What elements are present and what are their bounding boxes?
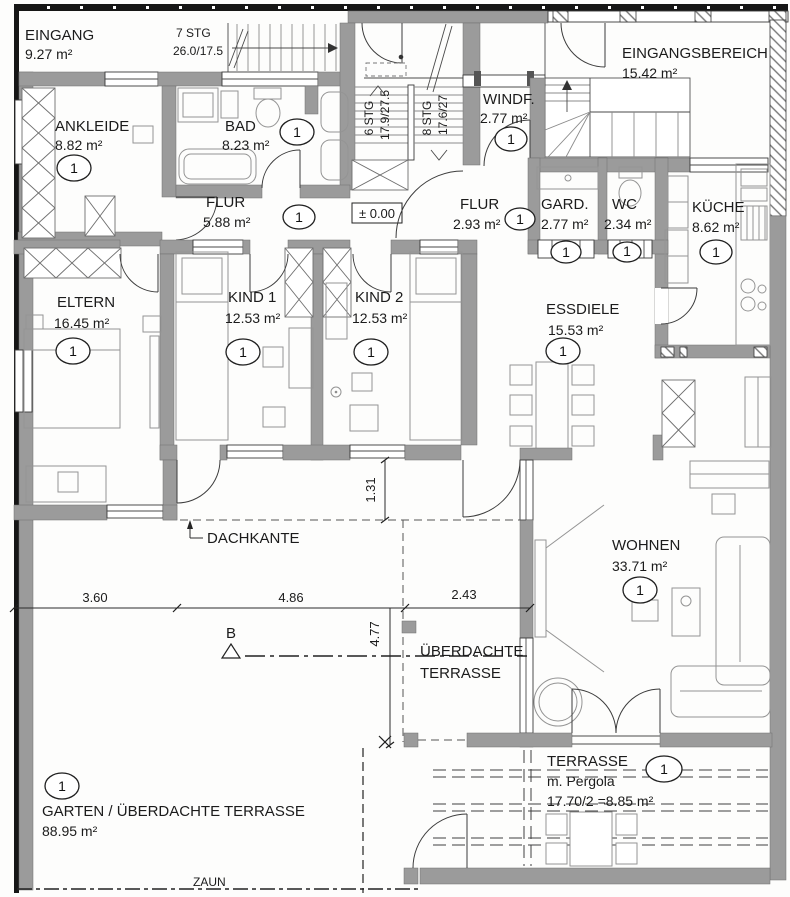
room-area-wc: 2.34 m² <box>604 216 652 232</box>
essdiele-furniture <box>510 362 594 450</box>
eltern-furniture <box>24 248 161 502</box>
chair <box>546 814 567 835</box>
toilet-icon <box>254 88 281 127</box>
desk <box>289 328 313 388</box>
room-area-eingangsbereich: 15.42 m² <box>622 65 678 81</box>
svg-text:1: 1 <box>367 344 375 360</box>
room-area-garten: 88.95 m² <box>42 823 98 839</box>
room-label-eltern: ELTERN <box>57 294 116 311</box>
svg-text:1: 1 <box>507 131 515 147</box>
roof-edge-label: DACHKANTE <box>207 530 300 547</box>
eltern-door <box>120 254 158 292</box>
chair <box>616 814 637 835</box>
desk <box>350 405 378 431</box>
radiator <box>150 336 159 428</box>
room-label-kueche: KÜCHE <box>692 199 745 216</box>
dim-3-60: 3.60 <box>82 590 108 605</box>
chair <box>510 395 532 415</box>
kind2-door <box>353 254 391 292</box>
chair <box>572 365 594 385</box>
north-wall <box>19 72 352 86</box>
hall-door <box>561 23 605 67</box>
dim-4-86: 4.86 <box>278 590 304 605</box>
winder-stair <box>545 23 690 157</box>
room-label-kind1: KIND 1 <box>228 289 277 306</box>
svg-text:1: 1 <box>623 243 631 259</box>
room-label-kind2: KIND 2 <box>355 289 404 306</box>
outdoor-table <box>570 812 612 866</box>
svg-text:1: 1 <box>58 778 66 794</box>
wohnen-walls <box>467 435 772 747</box>
fence-label: ZAUN <box>193 875 226 889</box>
room-label-windfang: WINDF. <box>483 91 535 108</box>
chair <box>510 365 532 385</box>
room-area-wohnen: 33.71 m² <box>612 558 668 574</box>
chair <box>616 843 637 864</box>
stair-label: 8 STG <box>420 100 434 136</box>
svg-text:1: 1 <box>239 344 247 360</box>
room-label-garderobe: GARD. <box>541 196 589 213</box>
unit-badge-windfang <box>495 127 527 151</box>
unit-badge-kind1 <box>226 339 260 365</box>
bed <box>410 252 462 440</box>
kind1-terrace-door <box>177 460 220 503</box>
svg-text:1: 1 <box>516 211 524 227</box>
unit-badge-terrasse <box>646 756 682 782</box>
room-label-garten: GARTEN / ÜBERDACHTE TERRASSE <box>42 803 305 820</box>
bad-door <box>262 150 300 188</box>
desk <box>26 466 106 502</box>
svg-text:1: 1 <box>70 160 78 176</box>
sofa <box>716 537 770 685</box>
svg-text:1: 1 <box>295 209 303 225</box>
stool <box>133 126 153 143</box>
room-area-kueche: 8.62 m² <box>692 219 740 235</box>
unit-badge-garderobe <box>551 241 581 263</box>
room-label-eingangsbereich: EINGANGSBEREICH <box>622 45 768 62</box>
room-area-bad: 8.23 m² <box>222 137 270 153</box>
wardrobe <box>285 248 313 317</box>
unit-badge-garten <box>45 773 79 799</box>
room-area-essdiele: 15.53 m² <box>548 322 604 338</box>
level-marker <box>352 203 402 223</box>
svg-text:1: 1 <box>562 244 570 260</box>
room-label-ankleide: ANKLEIDE <box>55 118 130 135</box>
svg-text:1: 1 <box>293 124 301 140</box>
dim-1-31: 1.31 <box>363 477 378 503</box>
dim-2-43: 2.43 <box>451 587 477 602</box>
pillow <box>182 258 222 294</box>
stair-label: 7 STG <box>176 26 211 40</box>
chair <box>58 472 78 492</box>
room-label-essdiele: ESSDIELE <box>546 301 620 318</box>
room-area-kind1: 12.53 m² <box>225 310 281 326</box>
room-label-ueberdachte-2: TERRASSE <box>420 665 501 682</box>
chair <box>352 373 372 391</box>
entrance-door <box>362 23 402 63</box>
unit-badge-ankleide <box>57 155 91 181</box>
room-area-flur: 5.88 m² <box>203 214 251 230</box>
chair <box>263 407 285 427</box>
terrasse-pergola-note: m. Pergola <box>547 773 615 789</box>
ankleide <box>15 86 176 246</box>
kind2-furniture <box>323 248 462 440</box>
svg-text:1: 1 <box>712 244 720 260</box>
room-area-ankleide: 8.82 m² <box>55 137 103 153</box>
side-table <box>712 494 735 514</box>
room-label-ueberdachte-1: ÜBERDACHTE <box>420 643 524 660</box>
room-label-wohnen: WOHNEN <box>612 537 681 554</box>
room-area-eltern: 16.45 m² <box>54 315 110 331</box>
dim-4-77: 4.77 <box>367 621 382 647</box>
room-area-kind2: 12.53 m² <box>352 310 408 326</box>
room-area-windfang: 2.77 m² <box>480 110 528 126</box>
room-label-flur2: FLUR <box>460 196 500 213</box>
unit-badge-wohnen <box>623 577 657 603</box>
doormat <box>366 63 406 76</box>
roof-post <box>402 621 416 633</box>
stair-label: 6 STG <box>362 100 376 136</box>
bed <box>176 252 228 440</box>
chair <box>546 843 567 864</box>
room-label-terrasse: TERRASSE <box>547 753 628 770</box>
chair <box>572 426 594 446</box>
room-label-flur: FLUR <box>206 194 246 211</box>
svg-text:1: 1 <box>69 343 77 359</box>
pillow <box>416 258 456 294</box>
svg-text:1: 1 <box>660 761 668 777</box>
bedroom-walls <box>14 240 477 520</box>
chair <box>510 426 532 446</box>
entry-stair <box>173 23 338 72</box>
stair-rise-run: 17.9/27.5 <box>378 89 392 141</box>
stair-direction-arrow <box>328 43 338 53</box>
svg-text:± 0.00: ± 0.00 <box>358 206 396 221</box>
room-area-flur2: 2.93 m² <box>453 216 501 232</box>
unit-badge-wc <box>613 242 641 262</box>
stairwell <box>340 23 480 190</box>
section-label: B <box>225 625 237 642</box>
section-triangle-icon <box>222 644 240 658</box>
cabinet <box>221 91 238 118</box>
unit-badge-kind2 <box>354 339 388 365</box>
room-label-wc: WC <box>612 196 637 213</box>
garden-gate <box>413 814 467 868</box>
unit-badge-flur2 <box>505 208 535 230</box>
unit-badge-essdiele <box>546 338 580 364</box>
french-doors <box>572 689 660 733</box>
tv-board <box>535 540 546 637</box>
stair-rise-run: 17.6/27 <box>436 94 450 136</box>
unit-badge-eltern <box>56 338 90 364</box>
room-label-eingang: EINGANG <box>25 27 95 44</box>
stair-rise-run: 26.0/17.5 <box>173 44 224 58</box>
shelf-x <box>662 380 695 447</box>
cooktop-icon <box>741 279 766 311</box>
unit-badge-kueche <box>700 240 732 264</box>
room-area-garderobe: 2.77 m² <box>541 216 589 232</box>
terrasse-area-calc: 17.70/2 =8.85 m² <box>547 793 654 809</box>
chair <box>572 395 594 415</box>
hatched-pier-wall <box>770 20 786 216</box>
unit-badge-bad <box>280 119 314 145</box>
chair <box>263 347 283 367</box>
room-area-eingang: 9.27 m² <box>25 46 73 62</box>
room-label-bad: BAD <box>225 118 256 135</box>
nightstand <box>143 316 161 332</box>
wardrobe <box>24 248 121 278</box>
svg-text:1: 1 <box>559 343 567 359</box>
round-table <box>534 678 582 726</box>
dimension-lines <box>10 457 534 748</box>
unit-badge-flur <box>283 205 315 229</box>
kind1-door <box>250 254 288 292</box>
lamp-table <box>672 588 700 636</box>
dining-table <box>536 362 568 450</box>
essdiele-terrace-door <box>463 460 520 517</box>
svg-text:1: 1 <box>636 582 644 598</box>
